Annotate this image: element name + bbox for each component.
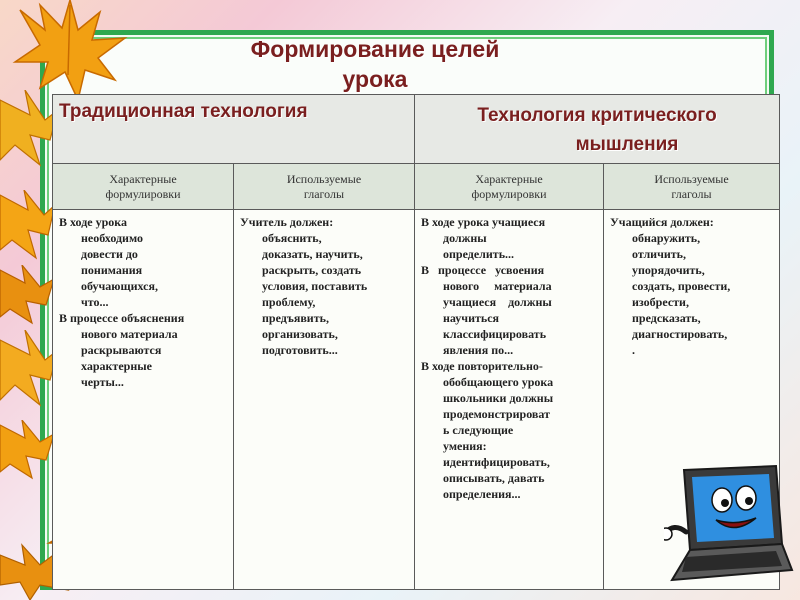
header-critical-thinking bbox=[414, 94, 780, 164]
text-line: должны bbox=[443, 231, 487, 245]
subheader-col-1-line-1: Характерные bbox=[109, 171, 177, 186]
text-line: изобрести, bbox=[632, 295, 689, 309]
maple-leaf-icon bbox=[0, 330, 60, 410]
text-line: понимания bbox=[81, 263, 143, 277]
text-line: В ходе урока bbox=[59, 215, 128, 229]
subheader-col-2 bbox=[233, 163, 415, 210]
text-line: явления по... bbox=[443, 343, 514, 357]
cell-critical-formulations bbox=[414, 209, 604, 590]
subheader-col-4-line-2: глаголы bbox=[671, 186, 712, 201]
text-line: идентифицировать, bbox=[443, 455, 550, 469]
text-line: раскрываются bbox=[81, 343, 162, 357]
text-line: ь следующие bbox=[443, 423, 514, 437]
laptop-mascot-icon bbox=[664, 462, 794, 592]
text-line: определить... bbox=[443, 247, 515, 261]
text-line: обучающихся, bbox=[81, 279, 158, 293]
text-line: школьники должны bbox=[443, 391, 554, 405]
maple-leaf-icon bbox=[0, 420, 56, 480]
header-traditional bbox=[52, 94, 415, 164]
subheader-col-3-line-2: формулировки bbox=[471, 186, 547, 201]
subheader-col-4 bbox=[603, 163, 780, 210]
header-traditional-text: Традиционная технология bbox=[59, 101, 308, 122]
text-line: научиться bbox=[443, 311, 500, 325]
maple-leaf-icon bbox=[0, 90, 60, 170]
text-line: В процессе усвоения bbox=[421, 263, 545, 277]
title-line-1: Формирование целей bbox=[250, 36, 500, 62]
text-line: В процессе объяснения bbox=[59, 311, 185, 325]
subheader-col-4-line-1: Используемые bbox=[654, 171, 729, 186]
text-line: Учитель должен: bbox=[240, 215, 334, 229]
text-line: . bbox=[632, 343, 635, 357]
page-title bbox=[200, 34, 550, 94]
text-line: объяснить, bbox=[262, 231, 322, 245]
text-line: определения... bbox=[443, 487, 521, 501]
text-line: В ходе урока учащиеся bbox=[421, 215, 546, 229]
header-critical-line-1: Технология критического bbox=[477, 105, 717, 126]
text-line: что... bbox=[81, 295, 109, 309]
text-line: характерные bbox=[81, 359, 152, 373]
text-line: создать, провести, bbox=[632, 279, 731, 293]
cell-traditional-verbs bbox=[233, 209, 415, 590]
text-line: умения: bbox=[443, 439, 487, 453]
text-line: Учащийся должен: bbox=[610, 215, 714, 229]
text-line: классифицировать bbox=[443, 327, 547, 341]
maple-leaf-icon bbox=[0, 265, 56, 325]
text-line: описывать, давать bbox=[443, 471, 545, 485]
text-line: обнаружить, bbox=[632, 231, 701, 245]
text-line: В ходе повторительно- bbox=[421, 359, 543, 373]
subheader-col-3-line-1: Характерные bbox=[475, 171, 543, 186]
text-line: проблему, bbox=[262, 295, 316, 309]
subheader-col-2-line-2: глаголы bbox=[303, 186, 345, 201]
text-line: обобщающего урока bbox=[443, 375, 554, 389]
text-line: учащиеся должны bbox=[443, 295, 552, 309]
title-line-2: урока bbox=[342, 66, 408, 92]
text-line: продемонстрироват bbox=[443, 407, 550, 421]
text-line: подготовить... bbox=[262, 343, 338, 357]
subheader-col-3 bbox=[414, 163, 604, 210]
text-line: отличить, bbox=[632, 247, 687, 261]
text-line: предъявить, bbox=[262, 311, 329, 325]
text-line: диагностировать, bbox=[632, 327, 728, 341]
cell-traditional-formulations bbox=[52, 209, 234, 590]
subheader-col-1-line-2: формулировки bbox=[105, 186, 181, 201]
text-line: необходимо bbox=[81, 231, 143, 245]
subheader-col-1 bbox=[52, 163, 234, 210]
text-line: предсказать, bbox=[632, 311, 701, 325]
text-line: довести до bbox=[81, 247, 138, 261]
text-line: нового материала bbox=[81, 327, 178, 341]
text-line: раскрыть, создать bbox=[262, 263, 362, 277]
text-line: условия, поставить bbox=[262, 279, 368, 293]
header-critical-line-2: мышления bbox=[575, 134, 679, 155]
text-line: доказать, научить, bbox=[262, 247, 363, 261]
text-line: нового материала bbox=[443, 279, 552, 293]
maple-leaf-icon bbox=[0, 190, 56, 260]
text-line: организовать, bbox=[262, 327, 338, 341]
text-line: черты... bbox=[81, 375, 124, 389]
text-line: упорядочить, bbox=[632, 263, 705, 277]
subheader-col-2-line-1: Используемые bbox=[286, 171, 362, 186]
